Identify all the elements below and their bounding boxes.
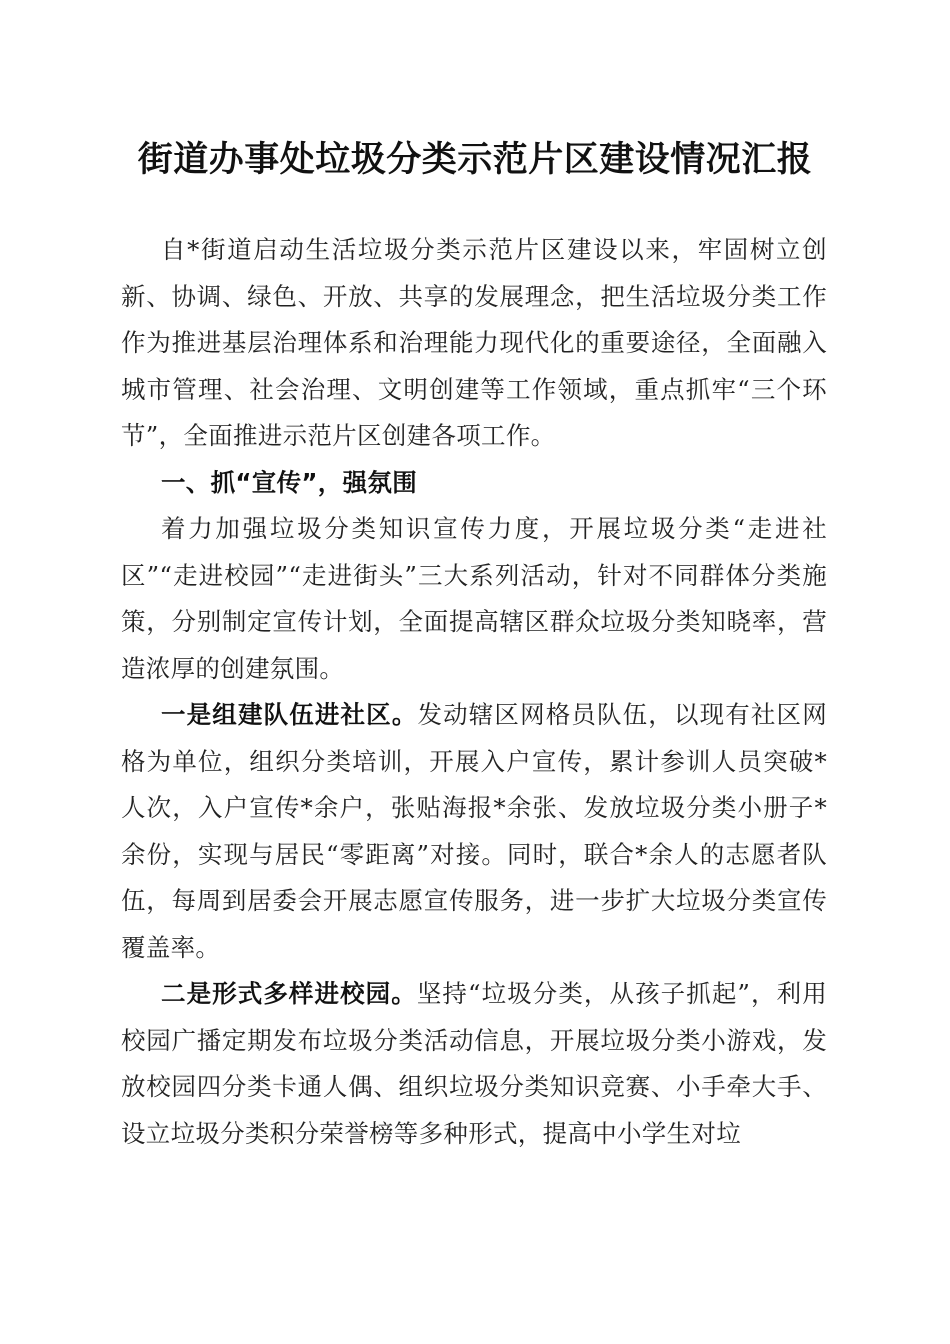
section-heading: 一、抓“宣传”，强氛围 xyxy=(161,467,418,497)
intro-paragraph: 自*街道启动生活垃圾分类示范片区建设以来，牢固树立创新、协调、绿色、开放、共享的发展理念，把生活垃圾分类工作作为推进基层治理体系和治理能力现代化的重要途径，全面融入城市管理、社会治理、文明创建等工作领域，重点抓牢“三个环节”，全面推进示范片区创建各项工作。 xyxy=(121,235,827,450)
item-lead: 一是组建队伍进社区。 xyxy=(161,700,418,729)
item-paragraph-school xyxy=(121,971,827,1157)
section-paragraph: 着力加强垃圾分类知识宣传力度，开展垃圾分类“走进社区”“走进校园”“走进街头”三大系列活动，针对不同群体分类施策，分别制定宣传计划，全面提高辖区群众垃圾分类知晓率，营造浓厚的创建氛围。 xyxy=(121,514,827,683)
document-body xyxy=(121,227,827,1157)
item-text: 发动辖区网格员队伍，以现有社区网格为单位，组织分类培训，开展入户宣传，累计参训人员突破*人次，入户宣传*余户，张贴海报*余张、发放垃圾分类小册子*余份，实现与居民“零距离”对接。同时，联合*余人的志愿者队伍，每周到居委会开展志愿宣传服务，进一步扩大垃圾分类宣传覆盖率。 xyxy=(121,700,827,962)
item-text: 坚持“垃圾分类，从孩子抓起”，利用校园广播定期发布垃圾分类活动信息，开展垃圾分类小游戏，发放校园四分类卡通人偶、组织垃圾分类知识竞赛、小手牵大手、设立垃圾分类积分荣誉榜等多种形式，提高中小学生对垃 xyxy=(121,979,827,1148)
item-paragraph-community xyxy=(121,692,827,971)
document-title: 街道办事处垃圾分类示范片区建设情况汇报 xyxy=(137,139,813,180)
item-lead: 二是形式多样进校园。 xyxy=(161,979,417,1008)
